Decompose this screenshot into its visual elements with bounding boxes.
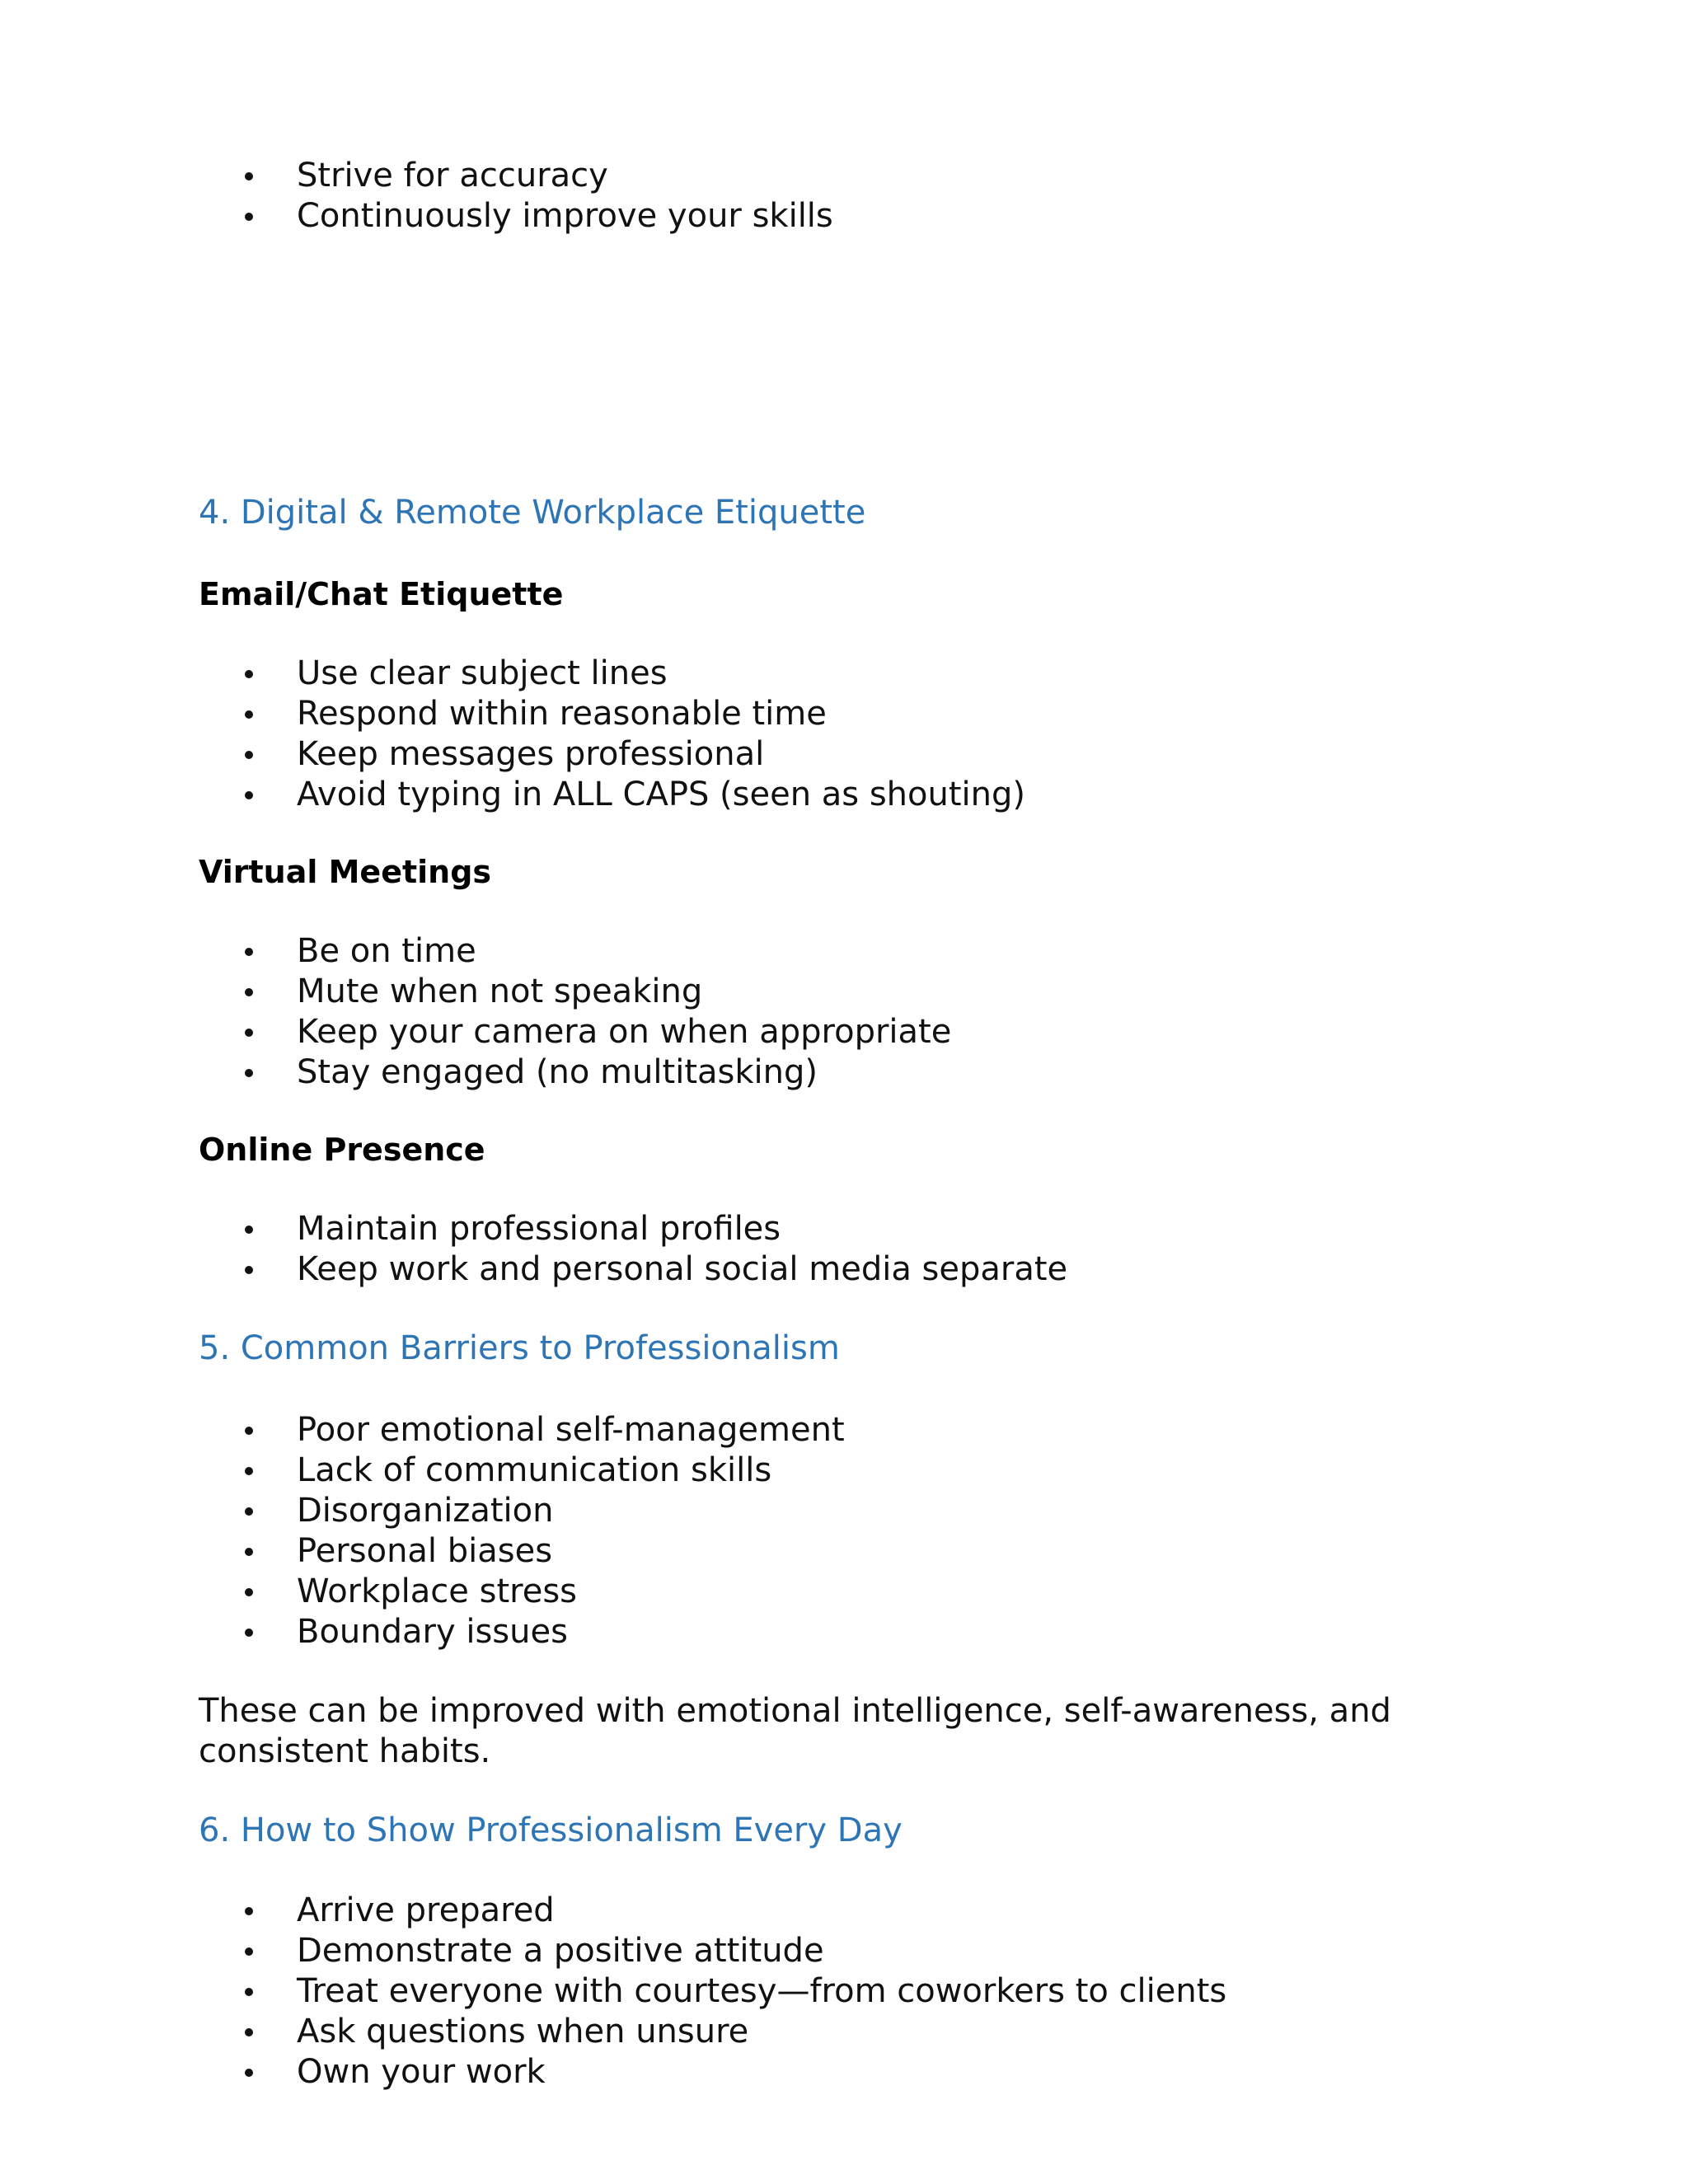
bullet-icon — [245, 948, 253, 956]
bullet-icon — [245, 988, 253, 996]
bullet-icon — [245, 1907, 253, 1915]
document-page: Strive for accuracy Continuously improve your skills 4. Digital & Remote Workplace Etiquette Email/Chat Etiquette Use clear subject lines Respond within reasonable time Keep messages professional Avoid typing in ALL CAPS (seen as shouting) Virtual Meetings Be on time Mute when not speaking Keep your camera on when appropriate Stay engaged (no multitasking) Online Presence Maintain professional profiles Keep work and personal social media separate 5. Common Barriers to Professionalism Poor emotional self-management Lack of communication skills Disorganization Personal biases Workplace stress Boundary issues These can be improved with emotional intelligence, self-awareness, and consistent habits. 6. How to Show Professionalism Every Day Arrive prepared Demonstrate a positive attitude Treat everyone with courtesy—from coworkers to clients Ask questions when unsure Own your work — [0, 0, 1688, 2184]
bullet-icon — [245, 710, 253, 719]
bullet-icon — [245, 213, 253, 221]
barriers-paragraph: These can be improved with emotional intelligence, self-awareness, and consistent habits. — [199, 1692, 1391, 1770]
bullet-icon — [245, 1029, 253, 1037]
bullet-icon — [245, 1947, 253, 1956]
bullet-icon — [245, 172, 253, 180]
bullet-icon — [245, 1588, 253, 1596]
bullet-icon — [245, 1629, 253, 1637]
section-6-heading: 6. How to Show Professionalism Every Day — [199, 1811, 903, 1849]
bullet-icon — [245, 670, 253, 678]
bullet-icon — [245, 1226, 253, 1234]
bullet-icon — [245, 2069, 253, 2077]
bullet-icon — [245, 1988, 253, 1996]
section-5-heading: 5. Common Barriers to Professionalism — [199, 1329, 840, 1367]
email-chat-etiquette-title: Email/Chat Etiquette — [199, 576, 564, 612]
bullet-icon — [245, 1548, 253, 1556]
bullet-icon — [245, 1069, 253, 1077]
section-4-heading: 4. Digital & Remote Workplace Etiquette — [199, 494, 866, 532]
bullet-icon — [245, 791, 253, 799]
bullet-icon — [245, 1467, 253, 1475]
bullet-icon — [245, 1427, 253, 1435]
bullet-icon — [245, 1266, 253, 1274]
virtual-meetings-title: Virtual Meetings — [199, 854, 492, 890]
bullet-icon — [245, 1507, 253, 1516]
bullet-icon — [245, 751, 253, 759]
bullet-icon — [245, 2028, 253, 2036]
online-presence-title: Online Presence — [199, 1132, 485, 1168]
